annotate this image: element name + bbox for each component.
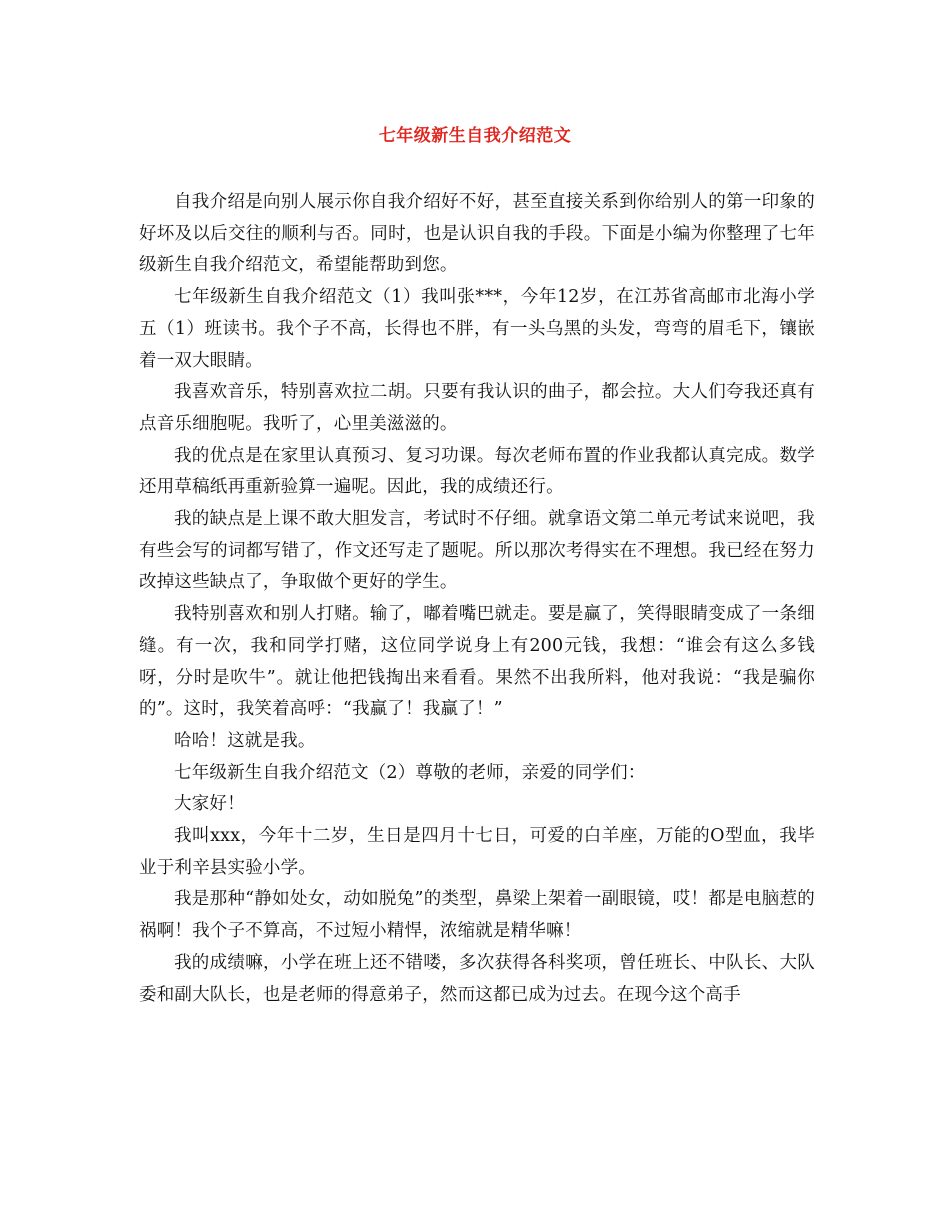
paragraph-betting: 我特别喜欢和别人打赌。输了，嘟着嘴巴就走。要是赢了，笑得眼睛变成了一条细缝。有一次，我和同学打赌，这位同学说身上有200元钱，我想：“谁会有这么多钱呀，分时是吹牛”。就让他把钱掏出来看看。果然不出我所料，他对我说：“我是骗你的”。这时，我笑着高呼：“我赢了！我赢了！” — [139, 604, 815, 720]
paragraph-sample1-intro: 七年级新生自我介绍范文（1）我叫张***，今年12岁，在江苏省高邮市北海小学五（1）班读书。我个子不高，长得也不胖，有一头乌黑的头发，弯弯的眉毛下，镶嵌着一双大眼睛。 — [139, 287, 815, 371]
paragraph-sample2-intro: 七年级新生自我介绍范文（2）尊敬的老师，亲爱的同学们： — [174, 762, 646, 783]
paragraph-strengths: 我的优点是在家里认真预习、复习功课。每次老师布置的作业我都认真完成。数学还用草稿纸再重新验算一遍呢。因此，我的成绩还行。 — [139, 445, 815, 498]
paragraph-name-age: 我叫xxx，今年十二岁，生日是四月十七日，可爱的白羊座，万能的O型血，我毕业于利辛县实验小学。 — [139, 826, 815, 878]
document-body — [139, 187, 815, 1011]
paragraph-greeting: 大家好！ — [174, 794, 245, 815]
paragraph-grades: 我的成绩嘛，小学在班上还不错喽，多次获得各科奖项，曾任班长、中队长、大队委和副大队长，也是老师的得意弟子，然而这都已成为过去。在现今这个高手 — [139, 952, 815, 1005]
paragraph-haha: 哈哈！这就是我。 — [174, 730, 316, 751]
paragraph-music: 我喜欢音乐，特别喜欢拉二胡。只要有我认识的曲子，都会拉。大人们夸我还真有点音乐细胞呢。我听了，心里美滋滋的。 — [139, 382, 815, 434]
paragraph-personality: 我是那种“静如处女，动如脱兔”的类型，鼻梁上架着一副眼镜，哎！都是电脑惹的祸啊！我个子不算高，不过短小精悍，浓缩就是精华嘛！ — [139, 889, 815, 942]
paragraph-intro: 自我介绍是向别人展示你自我介绍好不好，甚至直接关系到你给别人的第一印象的好坏及以后交往的顺利与否。同时，也是认识自我的手段。下面是小编为你整理了七年级新生自我介绍范文，希望能帮助到您。 — [139, 192, 815, 276]
paragraph-weaknesses: 我的缺点是上课不敢大胆发言，考试时不仔细。就拿语文第二单元考试来说吧，我有些会写的词都写错了，作文还写走了题呢。所以那次考得实在不理想。我已经在努力改掉这些缺点了，争取做个更好的学生。 — [139, 509, 815, 593]
document-title: 七年级新生自我介绍范文 — [378, 126, 572, 146]
